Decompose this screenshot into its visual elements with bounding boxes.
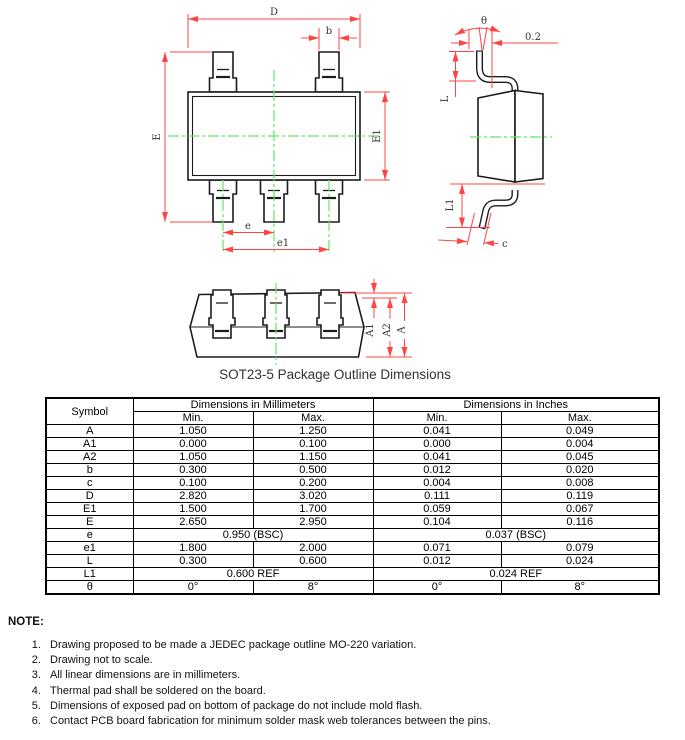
table-row — [46, 490, 659, 503]
value-cell: 0.008 — [501, 477, 659, 490]
table-row — [46, 568, 659, 581]
pin-lead — [482, 190, 515, 228]
table-row — [46, 464, 659, 477]
dim-label-theta: θ — [480, 16, 488, 27]
value-cell: 0.500 — [253, 464, 373, 477]
symbol-cell: D — [46, 490, 133, 503]
value-cell: 0.020 — [501, 464, 659, 477]
note-item: 2. Drawing not to scale. — [44, 654, 676, 666]
dim-label-A1: A1 — [365, 323, 376, 337]
note-item: 1. Drawing proposed to be made a JEDEC package outline MO-220 variation. — [44, 639, 676, 651]
dim-label-A: A — [396, 326, 408, 334]
value-cell: 0.024 REF — [373, 568, 659, 581]
value-cell: 0.049 — [501, 425, 659, 438]
dim-label-L1: L1 — [445, 198, 456, 212]
top-view — [152, 7, 390, 252]
table-row — [46, 516, 659, 529]
value-cell: 0.004 — [501, 438, 659, 451]
table-row — [46, 555, 659, 568]
table-row — [46, 529, 659, 542]
symbol-cell: L1 — [46, 568, 133, 581]
col-header-min-in: Min. — [373, 412, 501, 425]
package-body — [478, 91, 515, 183]
value-cell: 0.104 — [373, 516, 501, 529]
col-header-inches: Dimensions in Inches — [373, 398, 659, 412]
value-cell: 0.024 — [501, 555, 659, 568]
value-cell: 0° — [133, 581, 253, 595]
notes-list — [8, 639, 676, 727]
dim-label-E1: E1 — [372, 129, 383, 143]
value-cell: 0.116 — [501, 516, 659, 529]
dimensions-table-body — [46, 425, 659, 595]
value-cell: 1.700 — [253, 503, 373, 516]
value-cell: 0.041 — [373, 425, 501, 438]
package-body — [515, 91, 543, 183]
symbol-cell: e — [46, 529, 133, 542]
note-item: 4. Thermal pad shall be soldered on the board. — [44, 685, 676, 697]
col-header-symbol: Symbol — [46, 398, 133, 425]
table-row — [46, 503, 659, 516]
value-cell: 2.950 — [253, 516, 373, 529]
col-header-mm: Dimensions in Millimeters — [133, 398, 373, 412]
notes-section — [8, 616, 676, 730]
dim-label-c: c — [502, 239, 508, 250]
value-cell: 0.037 (BSC) — [373, 529, 659, 542]
table-header-row — [46, 398, 659, 412]
value-cell: 1.150 — [253, 451, 373, 464]
col-header-min-mm: Min. — [133, 412, 253, 425]
value-cell: 0.045 — [501, 451, 659, 464]
side-view — [438, 16, 558, 250]
value-cell: 0.067 — [501, 503, 659, 516]
dim-label-D: D — [269, 7, 279, 18]
col-header-max-mm: Max. — [253, 412, 373, 425]
note-item: 6. Contact PCB board fabrication for minimum solder mask web tolerances between the pins. — [44, 715, 676, 727]
table-row — [46, 438, 659, 451]
value-cell: 2.000 — [253, 542, 373, 555]
value-cell: 1.050 — [133, 451, 253, 464]
dimensions-table — [45, 397, 660, 595]
dim-label-L: L — [440, 95, 451, 103]
value-cell: 0.079 — [501, 542, 659, 555]
value-cell: 1.500 — [133, 503, 253, 516]
symbol-cell: e1 — [46, 542, 133, 555]
value-cell: 0.004 — [373, 477, 501, 490]
symbol-cell: A — [46, 425, 133, 438]
value-cell: 0.000 — [133, 438, 253, 451]
value-cell: 0.600 REF — [133, 568, 373, 581]
value-cell: 0.012 — [373, 464, 501, 477]
value-cell: 8° — [253, 581, 373, 595]
dim-label-e1: e1 — [276, 238, 290, 249]
symbol-cell: A1 — [46, 438, 133, 451]
dim-label-b: b — [325, 26, 333, 37]
value-cell: 2.820 — [133, 490, 253, 503]
value-cell: 2.650 — [133, 516, 253, 529]
value-cell: 0.100 — [253, 438, 373, 451]
dimensions-table-container — [45, 397, 660, 595]
note-item: 5. Dimensions of exposed pad on bottom of package do not include mold flash. — [44, 700, 676, 712]
value-cell: 1.050 — [133, 425, 253, 438]
dim-label-e: e — [245, 221, 251, 232]
symbol-cell: θ — [46, 581, 133, 595]
pin-lead — [316, 52, 343, 92]
value-cell: 0.071 — [373, 542, 501, 555]
value-cell: 0.000 — [373, 438, 501, 451]
value-cell: 0.059 — [373, 503, 501, 516]
value-cell: 3.020 — [253, 490, 373, 503]
drawing-caption: SOT23-5 Package Outline Dimensions — [219, 367, 451, 382]
table-subheader-row — [46, 412, 659, 425]
table-row — [46, 542, 659, 555]
value-cell: 0.119 — [501, 490, 659, 503]
value-cell: 1.800 — [133, 542, 253, 555]
value-cell: 0.041 — [373, 451, 501, 464]
symbol-cell: E — [46, 516, 133, 529]
value-cell: 0° — [373, 581, 501, 595]
table-row — [46, 581, 659, 595]
value-cell: 8° — [501, 581, 659, 595]
table-row — [46, 451, 659, 464]
symbol-cell: E1 — [46, 503, 133, 516]
value-cell: 0.300 — [133, 464, 253, 477]
symbol-cell: c — [46, 477, 133, 490]
symbol-cell: L — [46, 555, 133, 568]
table-row — [46, 477, 659, 490]
value-cell: 0.111 — [373, 490, 501, 503]
pin-lead — [480, 51, 516, 93]
notes-heading: NOTE: — [8, 616, 44, 628]
value-cell: 1.250 — [253, 425, 373, 438]
value-cell: 0.100 — [133, 477, 253, 490]
dim-label-0.2: 0.2 — [525, 32, 541, 43]
dim-label-A2: A2 — [382, 323, 393, 337]
dim-label-E: E — [152, 133, 163, 141]
col-header-max-in: Max. — [501, 412, 659, 425]
front-view — [190, 279, 412, 365]
symbol-cell: b — [46, 464, 133, 477]
value-cell: 0.200 — [253, 477, 373, 490]
pin-lead — [480, 51, 516, 93]
symbol-cell: A2 — [46, 451, 133, 464]
table-row — [46, 425, 659, 438]
note-item: 3. All linear dimensions are in millimeters. — [44, 669, 676, 681]
value-cell: 0.012 — [373, 555, 501, 568]
value-cell: 0.950 (BSC) — [133, 529, 373, 542]
value-cell: 0.600 — [253, 555, 373, 568]
pin-lead — [210, 52, 237, 92]
value-cell: 0.300 — [133, 555, 253, 568]
